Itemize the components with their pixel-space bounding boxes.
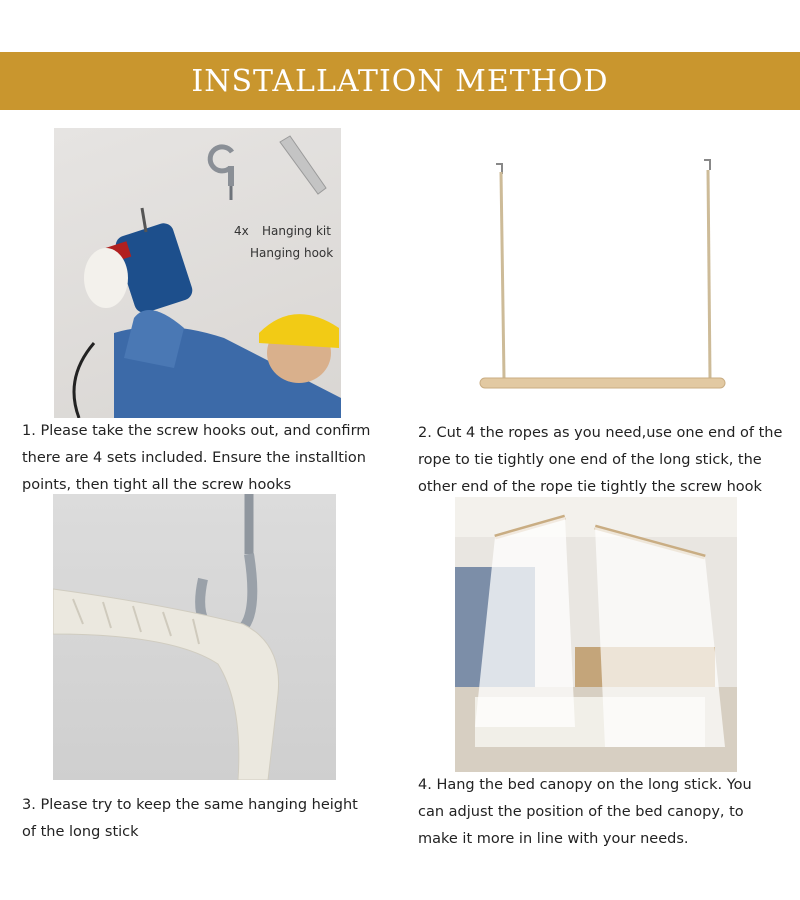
caption-line: other end of the rope tie tightly the screw hook [418,479,762,495]
rope-on-hook-illustration [53,494,336,780]
screw-hook-icon [496,160,710,174]
kit-hook-label: Hanging hook [250,246,334,260]
caption-line: points, then tight all the screw hooks [22,477,292,493]
step-1-caption [22,418,402,499]
step-4-caption [418,772,788,853]
caption-line: 4. Hang the bed canopy on the long stick. You [418,777,752,793]
step-4-image [455,497,737,772]
caption-line: make it more in line with your needs. [418,831,689,847]
header-banner [0,52,800,110]
caption-line: 3. Please try to keep the same hanging height [22,797,358,813]
step-3-caption [22,792,392,846]
caption-line: there are 4 sets included. Ensure the installtion [22,450,366,466]
wall-plug-icon [280,136,326,194]
kit-count-label: 4x [234,224,249,238]
caption-line: can adjust the position of the bed canopy, to [418,804,744,820]
step-2-image [470,150,732,400]
step-2-caption [418,420,800,501]
long-stick [480,378,725,388]
bed-canopy-illustration [455,497,737,772]
caption-line: 1. Please take the screw hooks out, and confirm [22,423,371,439]
kit-name-label: Hanging kit [262,224,331,238]
caption-line: 2. Cut 4 the ropes as you need,use one end of the [418,425,783,441]
step-3-image [53,494,336,780]
worker-drilling-illustration [54,128,341,418]
page-title: INSTALLATION METHOD [191,63,609,99]
caption-line: rope to tie tightly one end of the long stick, the [418,452,762,468]
step-1-image [54,128,341,418]
screw-hook-icon [210,147,234,200]
rope-and-stick-illustration [470,150,732,400]
hook-icon [200,494,252,635]
caption-line: of the long stick [22,824,139,840]
